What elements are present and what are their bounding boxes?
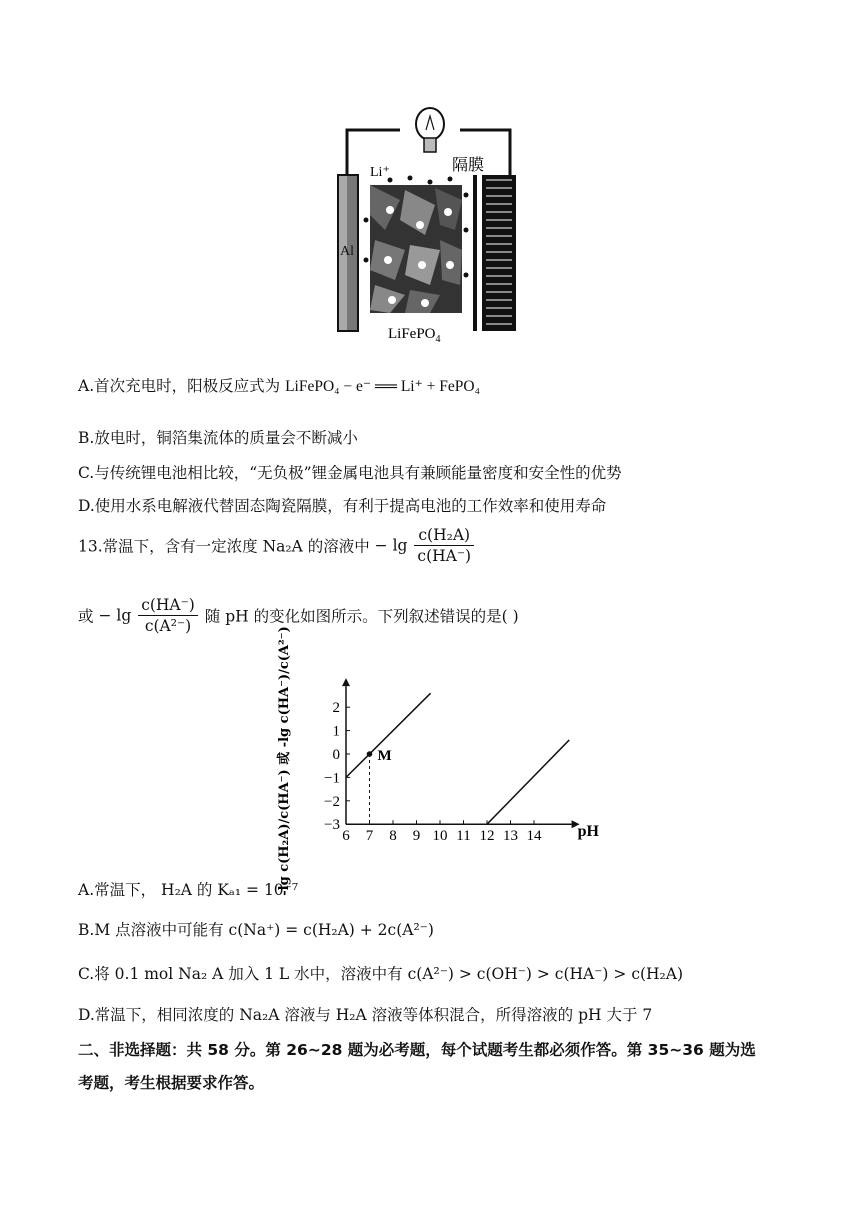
section-2-heading-line2: 考题，考生根据要求作答。	[78, 1074, 265, 1092]
separator	[473, 175, 477, 331]
fraction-h2a-ha: $\frac{\text{c(H₂A)}}{c(HA^-)}$	[414, 526, 474, 565]
reaction-formula: LiFePO₄ − e⁻ ══ Li⁺ + FePO₄	[285, 378, 480, 395]
y-axis-arrow	[342, 678, 350, 686]
series-line-2	[487, 740, 569, 824]
option-13a: A.常温下， H₂A 的 Kₐ₁ = 10⁻⁷	[78, 881, 299, 899]
y-tick-label: −3	[324, 817, 340, 834]
y-tick-label: 2	[332, 700, 340, 717]
lifepo4-lattice	[370, 185, 462, 313]
y-tick-label: 1	[332, 723, 340, 740]
option-13b: B.M 点溶液中可能有 c(Na⁺) = c(H₂A) + 2c(A²⁻)	[78, 921, 434, 939]
section-2-heading-line1: 二、非选择题：共 58 分。第 26~28 题为必考题，每个试题考生都必须作答。第 35~36 题为选	[78, 1041, 756, 1059]
question-13-stem-line2: 或 − lg $\frac{c(HA^-)}{\text{c(A²⁻)}}$ 随 pH 的变化如图所示。下列叙述错误的是( )	[78, 596, 519, 635]
x-tick-label: 8	[389, 828, 397, 845]
option-12d: D.使用水系电解液代替固态陶瓷隔膜，有利于提高电池的工作效率和使用寿命	[78, 497, 607, 515]
option-12a: A.首次充电时，阳极反应式为 LiFePO₄ − e⁻ ══ Li⁺ + FePO₄	[78, 377, 480, 395]
point-m	[367, 751, 373, 757]
y-axis-label: -lg c(H₂A)/c(HA⁻) 或 -lg c(HA⁻)/c(A²⁻)	[277, 626, 292, 896]
option-12c: C.与传统锂电池相比较，“无负极”锂金属电池具有兼顾能量密度和安全性的优势	[78, 464, 622, 482]
y-tick-label: −1	[324, 770, 340, 787]
x-tick-label: 13	[503, 828, 518, 845]
label-separator: 隔膜	[452, 155, 485, 174]
series-line-1	[346, 693, 431, 777]
x-tick-label: 10	[432, 828, 448, 845]
fraction-ha-a: $\frac{c(HA^-)}{\text{c(A²⁻)}}$	[138, 596, 198, 635]
battery-diagram	[330, 100, 530, 350]
option-12b: B.放电时，铜箔集流体的质量会不断减小	[78, 429, 358, 447]
option-13d: D.常温下，相同浓度的 Na₂A 溶液与 H₂A 溶液等体积混合，所得溶液的 pH 大于 7	[78, 1006, 653, 1024]
light-bulb-icon	[416, 108, 444, 152]
y-tick-label: −2	[324, 793, 340, 810]
x-axis-label: pH	[577, 823, 599, 841]
question-13-stem-line1: 13.常温下，含有一定浓度 Na₂A 的溶液中 − lg $\frac{\text{c(H₂A)}}{c(HA^-)}$	[78, 526, 476, 565]
x-tick-label: 12	[479, 828, 495, 845]
point-m-label: M	[377, 748, 392, 764]
label-al: Al	[340, 244, 354, 259]
ph-chart	[262, 626, 599, 896]
x-tick-label: 6	[342, 828, 350, 845]
y-tick-label: 0	[332, 747, 340, 763]
x-tick-label: 14	[526, 828, 542, 845]
option-13c: C.将 0.1 mol Na₂ A 加入 1 L 水中，溶液中有 c(A²⁻) > c(OH⁻) > c(HA⁻) > c(H₂A)	[78, 965, 684, 983]
x-tick-label: 9	[412, 828, 421, 845]
x-tick-label: 11	[456, 828, 471, 845]
label-li-ion: Li⁺	[370, 165, 390, 180]
label-lifepo4: LiFePO$_4$	[388, 326, 441, 345]
x-tick-label: 7	[365, 828, 374, 845]
